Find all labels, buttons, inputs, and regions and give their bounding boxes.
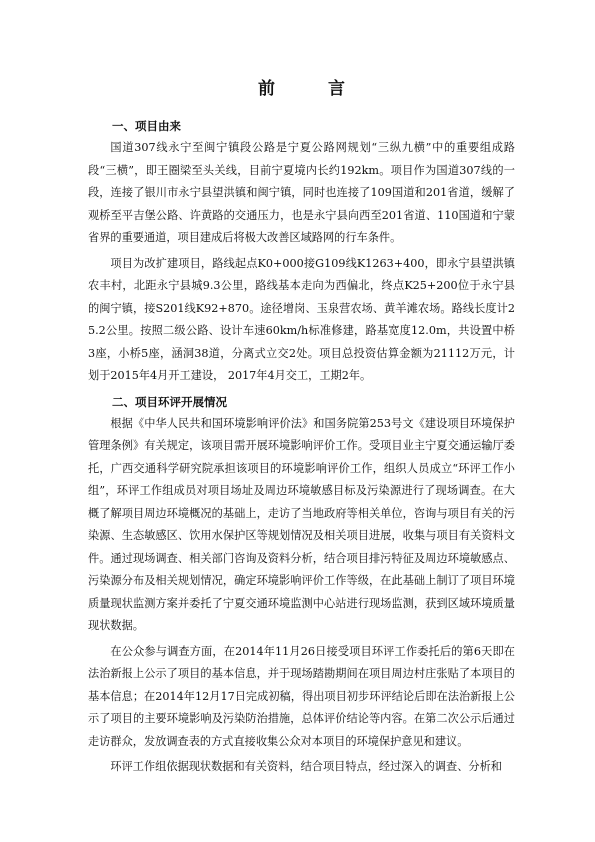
paragraph: 根据《中华人民共和国环境影响评价法》和国务院第253号文《建设项目环境保护管理条例》有关规定，该项目需开展环境影响评价工作。受项目业主宁夏交通运输厅委托，广西交通科学研究院承担该项目的环境影响评价工作，组织人员成立“环评工作小组”，环评工作组成员对项目场址及周边环境敏感目标及污染源进行了现场调查。在大概了解项目周边环境概况的基础上，走访了当地政府等相关单位，咨询与项目有关的污染源、生态敏感区、饮用水保护区等规划情况及相关项目进展，收集与项目有关资料文件。通过现场调查、相关部门咨询及资料分析，结合项目排污特征及周边环境敏感点、污染源分布及相关规划情况，确定环境影响评价工作等级，在此基础上制订了项目环境质量现状监测方案并委托了宁夏交通环境监测中心站进行现场监测，获到区域环境质量现状数据。: [88, 416, 515, 632]
section-heading: 二、项目环评开展情况: [112, 394, 227, 409]
page-title: 前 言: [258, 79, 363, 99]
paragraph: 国道307线永宁至闽宁镇段公路是宁夏公路网规划“三纵九横”中的重要组成路段“三横”，即王圈梁至头关线，目前宁夏境内长约192km。项目作为国道307线的一段，连接了银川市永宁县望洪镇和闽宁镇，同时也连接了109国道和201省道，缓解了观桥至平吉堡公路、许黄路的交通压力，也是永宁县向西至201省道、110国道和宁蒙省界的重要通道，项目建成后将极大改善区域路网的行车条件。: [88, 141, 515, 244]
paragraph: 项目为改扩建项目，路线起点K0+000接G109线K1263+400，即永宁县望洪镇农丰村，北距永宁县城9.3公里，路线基本走向为西偏北，终点K25+200位于永宁县的闽宁镇，接S201线K92+870。途径增岗、玉泉营农场、黄羊滩农场。路线长度计25.2公里。按照二级公路、设计车速60km/h标准修建，路基宽度12.0m，共设置中桥3座，小桥5座，涵洞38道，分离式立交2处。项目总投资估算金额为21112万元，计划于2015年4月开工建设， 2017年4月交工，工期2年。: [88, 256, 515, 382]
paragraph: 在公众参与调查方面，在2014年11月26日接受项目环评工作委托后的第6天即在法治新报上公示了项目的基本信息，并于现场踏勘期间在项目周边村庄张贴了本项目的基本信息；在2014年12月17日完成初稿，得出项目初步环评结论后即在法治新报上公示了项目的主要环境影响及污染防治措施，总体评价结论等内容。在第二次公示后通过走访群众，发放调查表的方式直接收集公众对本项目的环境保护意见和建议。: [88, 644, 515, 748]
section-eia-progress: [88, 391, 515, 779]
section-project-origin: [88, 115, 515, 388]
paragraph: 环评工作组依据现状数据和有关资料，结合项目特点，经过深入的调查、分析和: [110, 760, 502, 773]
section-heading: 一、项目由来: [112, 119, 181, 133]
